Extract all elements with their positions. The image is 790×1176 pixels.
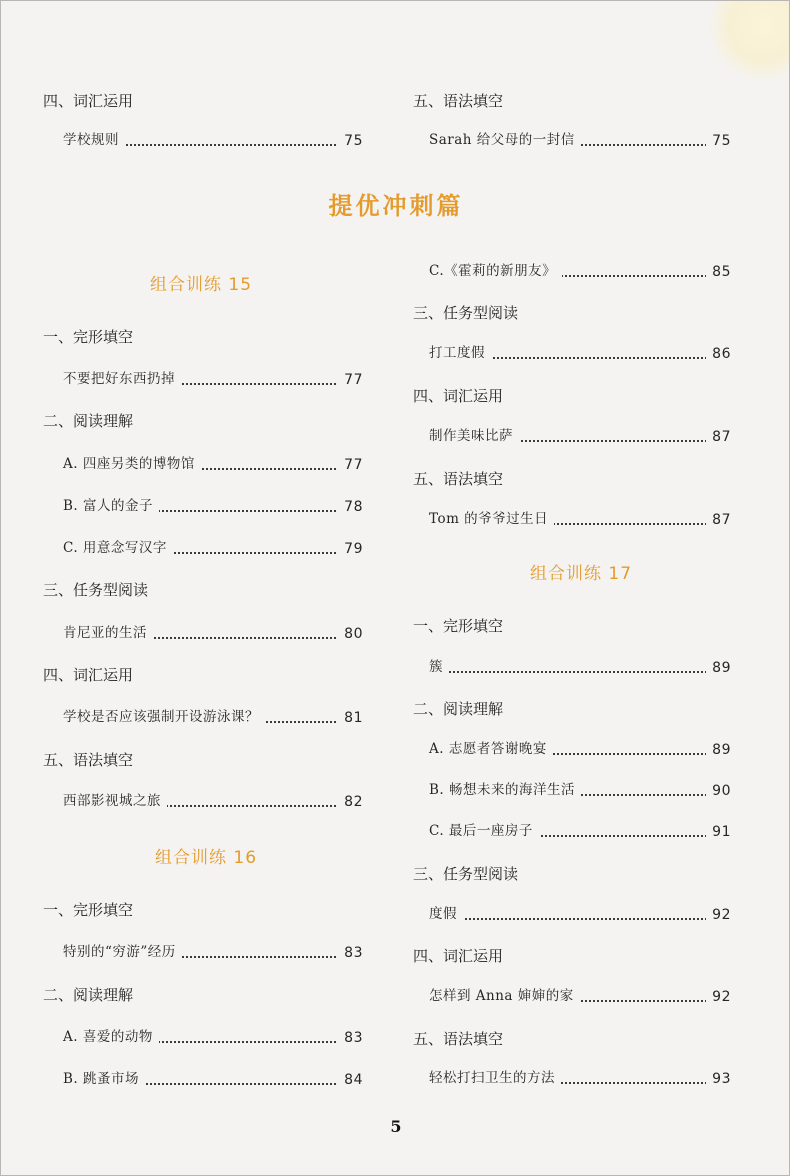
toc-entry[interactable] [429,513,731,531]
heading-vocabulary: 四、词汇运用 [43,666,134,684]
heading-grammar: 五、语法填空 [413,1030,504,1048]
toc-entry[interactable] [429,743,731,761]
toc-entry[interactable] [63,946,363,964]
heading-reading: 二、阅读理解 [43,412,134,430]
page-number: 5 [390,1117,402,1136]
heading-task-reading: 三、任务型阅读 [413,304,519,322]
toc-entry-title: 怎样到 Anna 婶婶的家 [429,990,580,1004]
toc-entry[interactable] [429,134,731,152]
toc-entry-page: 80 [338,627,363,641]
section-title: 提优冲刺篇 [328,191,464,220]
toc-entry-title: 打工度假 [429,347,491,361]
group-title-15: 组合训练 15 [149,275,253,295]
heading-vocabulary: 四、词汇运用 [413,387,504,405]
toc-entry[interactable] [429,908,731,926]
toc-entry[interactable] [429,825,731,843]
toc-entry-page: 83 [338,946,363,960]
toc-entry-title: B. 富人的金子 [63,500,159,514]
heading-reading: 二、阅读理解 [413,700,504,718]
toc-entry[interactable] [63,1073,363,1091]
toc-entry-page: 92 [706,908,731,922]
toc-entry-title: C. 最后一座房子 [429,825,539,839]
heading-cloze: 一、完形填空 [43,328,134,346]
toc-entry-page: 77 [338,373,363,387]
toc-entry[interactable] [63,627,363,645]
toc-entry-page: 83 [338,1031,363,1045]
toc-entry-page: 84 [338,1073,363,1087]
toc-entry-title: B. 跳蚤市场 [63,1073,145,1087]
heading-task-reading: 三、任务型阅读 [43,581,149,599]
toc-entry-page: 78 [338,500,363,514]
section-heading-grammar: 五、语法填空 [413,92,504,110]
toc-entry-page: 91 [706,825,731,839]
toc-entry[interactable] [429,1072,731,1090]
toc-entry[interactable] [63,134,363,152]
toc-entry-title: 轻松打扫卫生的方法 [429,1072,561,1086]
toc-entry-title: 学校是否应该强制开设游泳课？ [63,711,265,725]
toc-entry[interactable] [63,373,363,391]
heading-reading: 二、阅读理解 [43,986,134,1004]
toc-entry[interactable] [63,1031,363,1049]
toc-entry-title: 西部影视城之旅 [63,795,167,809]
heading-cloze: 一、完形填空 [43,901,134,919]
toc-entry-page: 85 [706,265,731,279]
toc-entry[interactable] [63,711,363,729]
toc-entry-page: 82 [338,795,363,809]
toc-entry[interactable] [429,784,731,802]
heading-grammar: 五、语法填空 [43,751,134,769]
heading-grammar: 五、语法填空 [413,470,504,488]
corner-light-glare [709,0,790,81]
heading-vocabulary: 四、词汇运用 [413,947,504,965]
toc-entry-title: 制作美味比萨 [429,430,519,444]
toc-entry-title: A. 志愿者答谢晚宴 [429,743,553,757]
heading-cloze: 一、完形填空 [413,617,504,635]
toc-entry-page: 86 [706,347,731,361]
toc-entry[interactable] [63,795,363,813]
toc-entry-page: 77 [338,458,363,472]
toc-entry[interactable] [429,430,731,448]
toc-entry-page: 89 [706,661,731,675]
toc-entry-title: C. 用意念写汉字 [63,542,173,556]
toc-entry-title: A. 喜爱的动物 [63,1031,159,1045]
toc-entry[interactable] [429,347,731,365]
heading-task-reading: 三、任务型阅读 [413,865,519,883]
toc-entry-title: 不要把好东西扔掉 [63,373,181,387]
toc-entry-title: A. 四座另类的博物馆 [63,458,201,472]
toc-entry-page: 90 [706,784,731,798]
section-heading-vocabulary: 四、词汇运用 [43,92,134,110]
toc-entry[interactable] [429,265,731,283]
toc-entry-page: 79 [338,542,363,556]
toc-entry-page: 87 [706,513,731,527]
group-title-17: 组合训练 17 [529,564,633,584]
toc-entry-title: Tom 的爷爷过生日 [429,513,554,527]
toc-entry[interactable] [429,990,731,1008]
toc-entry-page: 92 [706,990,731,1004]
toc-entry-page: 87 [706,430,731,444]
toc-entry-title: C.《霍莉的新朋友》 [429,265,562,279]
toc-entry-page: 89 [706,743,731,757]
toc-entry[interactable] [63,542,363,560]
toc-entry-title: 肯尼亚的生活 [63,627,153,641]
group-title-16: 组合训练 16 [154,848,258,868]
toc-entry-title: 度假 [429,908,463,922]
toc-entry[interactable] [63,500,363,518]
toc-entry-page: 93 [706,1072,731,1086]
toc-entry-title: 簇 [429,661,449,675]
toc-entry-title: B. 畅想未来的海洋生活 [429,784,581,798]
toc-entry[interactable] [63,458,363,476]
toc-entry-page: 75 [706,134,731,148]
toc-entry-page: 81 [338,711,363,725]
toc-entry-title: 特别的“穷游”经历 [63,946,182,960]
toc-entry-title: 学校规则 [63,134,125,148]
toc-entry-title: Sarah 给父母的一封信 [429,134,581,148]
toc-entry[interactable] [429,661,731,679]
toc-entry-page: 75 [338,134,363,148]
